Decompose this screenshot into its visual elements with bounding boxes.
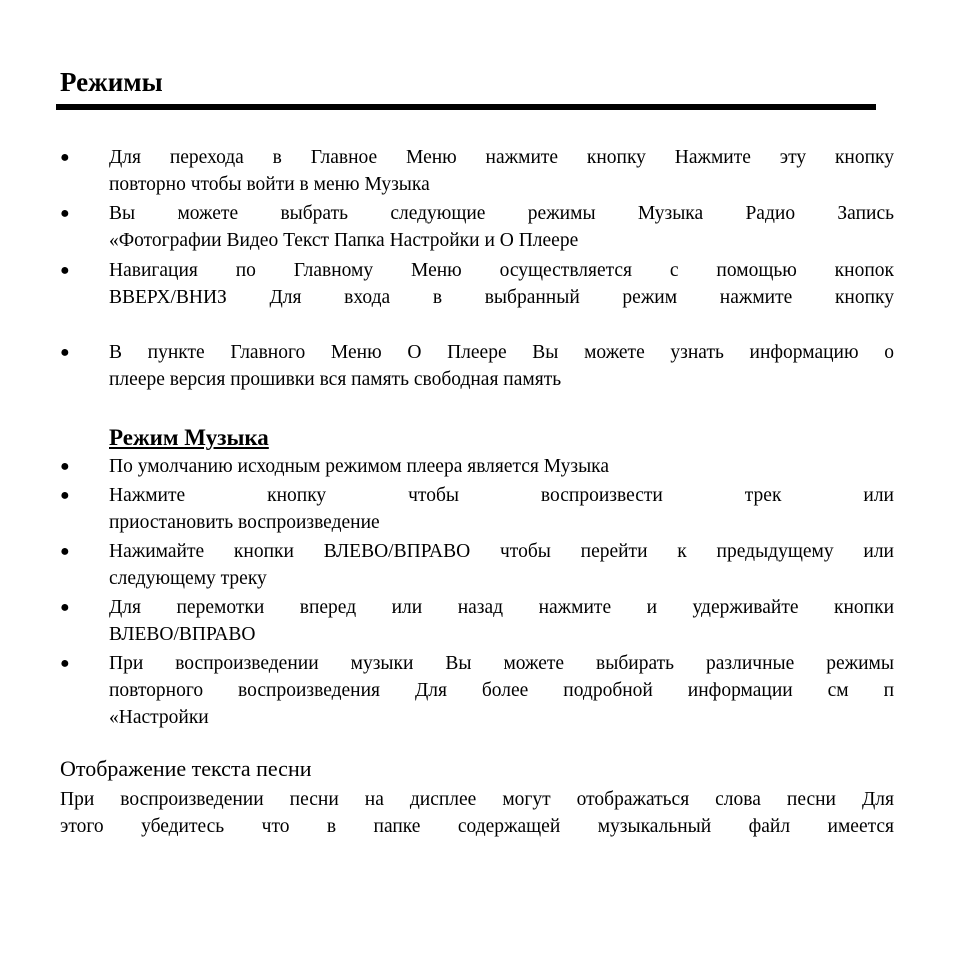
line: Нажимайте кнопки ВЛЕВО/ВПРАВО чтобы перейти к предыдущему или bbox=[109, 541, 894, 562]
line: «Фотографии Видео Текст Папка Настройки и О Плеере bbox=[109, 230, 579, 251]
line: ВВЕРХ/ВНИЗ Для входа в выбранный режим нажмите кнопку bbox=[109, 287, 894, 308]
paragraph bbox=[60, 786, 894, 840]
line: повторного воспроизведения Для более подробной информации см п bbox=[109, 680, 894, 701]
line: «Настройки bbox=[109, 707, 209, 728]
title-rule bbox=[56, 104, 876, 110]
list-item bbox=[60, 538, 894, 592]
list-item bbox=[60, 200, 894, 254]
list-item bbox=[60, 650, 894, 731]
line: В пункте Главного Меню О Плеере Вы можете узнать информацию о bbox=[109, 342, 894, 363]
bullet: ● bbox=[60, 149, 70, 166]
list-item bbox=[60, 257, 894, 311]
page-title: Режимы bbox=[60, 67, 163, 97]
line: При воспроизведении песни на дисплее могут отображаться слова песни Для bbox=[60, 789, 894, 810]
line: плеере версия прошивки вся память свободная память bbox=[109, 369, 562, 390]
line: этого убедитесь что в папке содержащей музыкальный файл имеется bbox=[60, 816, 894, 837]
bullet: ● bbox=[60, 655, 70, 672]
list-item bbox=[60, 594, 894, 648]
bullet: ● bbox=[60, 599, 70, 616]
bullet: ● bbox=[60, 205, 70, 222]
list-item bbox=[60, 453, 894, 480]
line: Для перемотки вперед или назад нажмите и удерживайте кнопки bbox=[109, 597, 894, 618]
bullet: ● bbox=[60, 487, 70, 504]
bullet: ● bbox=[60, 543, 70, 560]
list-item bbox=[60, 144, 894, 198]
line: Навигация по Главному Меню осуществляется с помощью кнопок bbox=[109, 260, 894, 281]
line: повторно чтобы войти в меню Музыка bbox=[109, 174, 430, 195]
line: следующему треку bbox=[109, 568, 267, 589]
section-title: Отображение текста песни bbox=[60, 756, 312, 781]
line: ВЛЕВО/ВПРАВО bbox=[109, 624, 256, 645]
line: Нажмите кнопку чтобы воспроизвести трек или bbox=[109, 485, 894, 506]
line: приостановить воспроизведение bbox=[109, 512, 380, 533]
line: Вы можете выбрать следующие режимы Музыка Радио Запись bbox=[109, 203, 894, 224]
line: По умолчанию исходным режимом плеера является Музыка bbox=[109, 456, 610, 477]
section-subheading: Режим Музыка bbox=[109, 425, 269, 450]
bullet: ● bbox=[60, 458, 70, 475]
list-item bbox=[60, 339, 894, 393]
bullet: ● bbox=[60, 262, 70, 279]
list-item bbox=[60, 482, 894, 536]
line: При воспроизведении музыки Вы можете выбирать различные режимы bbox=[109, 653, 894, 674]
bullet: ● bbox=[60, 344, 70, 361]
line: Для перехода в Главное Меню нажмите кнопку Нажмите эту кнопку bbox=[109, 147, 894, 168]
